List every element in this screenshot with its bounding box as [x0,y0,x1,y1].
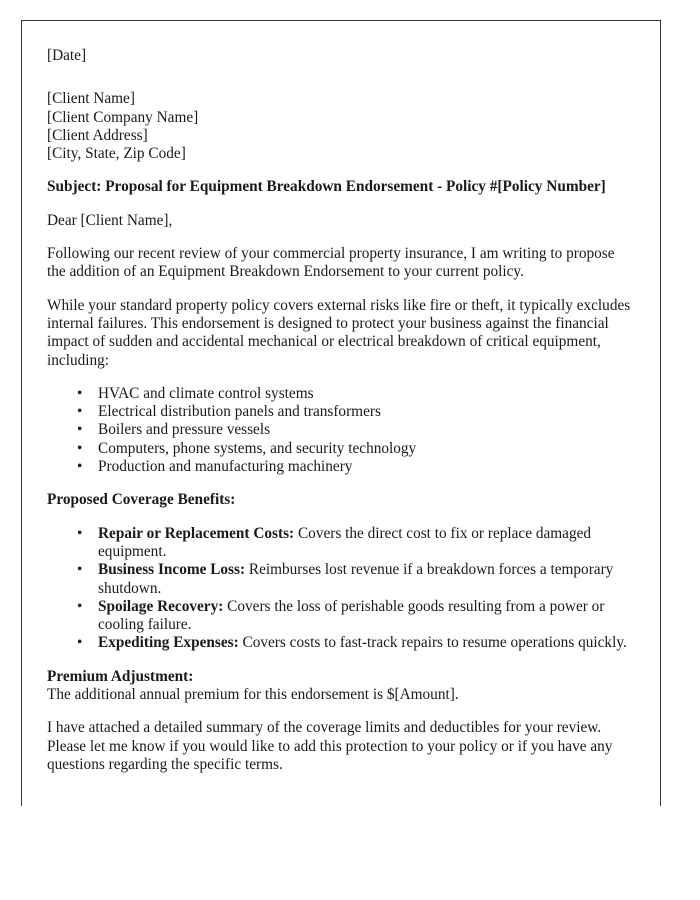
list-item: • Computers, phone systems, and security technology [87,440,635,458]
premium-text: The additional annual premium for this endorsement is $[Amount]. [47,686,459,704]
benefits-list [47,525,635,653]
recipient-line-address: [Client Address] [47,126,148,144]
benefit-term: Business Income Loss: [98,561,246,579]
list-item: • Production and manufacturing machinery [87,458,635,476]
benefit-description: Covers the direct cost to fix or replace damaged equipment. [98,524,592,560]
benefit-description: Covers the loss of perishable goods resulting from a power or cooling failure. [98,597,605,634]
list-item [87,598,635,635]
benefit-term: Spoilage Recovery: [98,597,224,615]
list-item: • Electrical distribution panels and transformers [87,403,635,421]
recipient-address-block [47,90,635,163]
recipient-line-city-state-zip: [City, State, Zip Code] [47,145,186,163]
benefit-description: Reimburses lost revenue if a breakdown forces a temporary shutdown. [98,561,614,597]
list-item: • Boilers and pressure vessels [87,421,635,439]
closing-paragraph: I have attached a detailed summary of the coverage limits and deductibles for your review. Please let me know if you would like to add this protection to your policy or if you have any questions regarding the specific terms. [47,719,613,773]
subject-line: Subject: Proposal for Equipment Breakdown Endorsement - Policy #[Policy Number] [47,178,606,196]
document-body [22,21,660,774]
benefit-term: Repair or Replacement Costs: [98,524,295,542]
benefits-heading: Proposed Coverage Benefits: [47,491,236,509]
benefit-description: Covers costs to fast-track repairs to resume operations quickly. [238,634,627,652]
premium-heading: Premium Adjustment: [47,667,194,685]
benefit-term: Expediting Expenses: [98,634,239,652]
context-paragraph: While your standard property policy covers external risks like fire or theft, it typically excludes internal failures. This endorsement is designed to protect your business against the financial impact of sudden and accidental mechanical or electrical breakdown of critical equipment, including: [47,296,631,369]
intro-paragraph: Following our recent review of your commercial property insurance, I am writing to propose the addition of an Equipment Breakdown Endorsement to your current policy. [47,245,615,281]
recipient-line-company-name: [Client Company Name] [47,108,199,126]
salutation: Dear [Client Name], [47,211,173,229]
list-item [87,525,635,562]
equipment-list [47,385,635,476]
date-placeholder: [Date] [47,47,87,64]
document-page [21,20,661,806]
list-item [87,561,635,598]
list-item: • HVAC and climate control systems [87,385,635,403]
recipient-line-client-name: [Client Name] [47,90,135,108]
list-item [87,634,635,652]
